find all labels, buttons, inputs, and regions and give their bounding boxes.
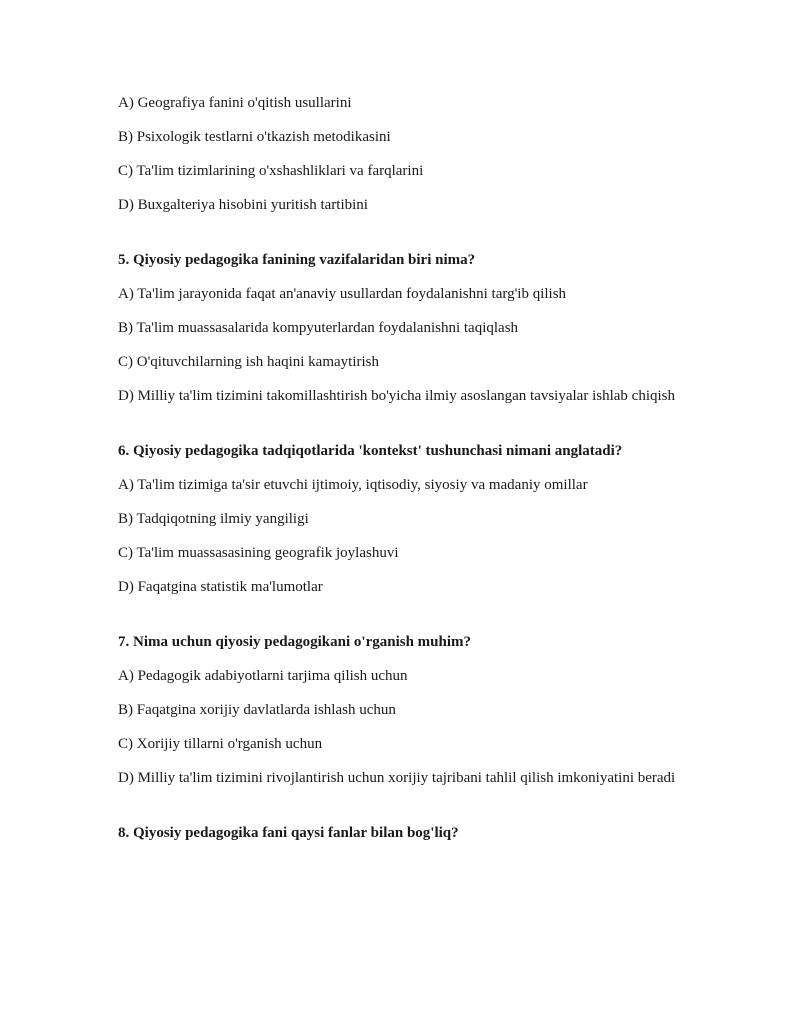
question-8 xyxy=(118,823,678,843)
question-title: 8. Qiyosiy pedagogika fani qaysi fanlar bilan bog'liq? xyxy=(118,825,459,841)
question-title: 7. Nima uchun qiyosiy pedagogikani o'rganish muhim? xyxy=(118,634,472,650)
option-text: B) Tadqiqotning ilmiy yangiligi xyxy=(118,511,309,527)
option-text: D) Milliy ta'lim tizimini takomillashtirish bo'yicha ilmiy asoslangan tavsiyalar ishlab chiqish xyxy=(118,388,675,404)
option-text: D) Faqatgina statistik ma'lumotlar xyxy=(118,579,323,595)
option-text: A) Ta'lim jarayonida faqat an'anaviy usullardan foydalanishni targ'ib qilish xyxy=(118,286,567,302)
option-text: A) Pedagogik adabiyotlarni tarjima qilish uchun xyxy=(118,668,408,684)
question-title: 5. Qiyosiy pedagogika fanining vazifalaridan biri nima? xyxy=(118,252,476,268)
option-text: A) Ta'lim tizimiga ta'sir etuvchi ijtimoiy, iqtisodiy, siyosiy va madaniy omillar xyxy=(118,477,588,493)
option-text: B) Faqatgina xorijiy davlatlarda ishlash uchun xyxy=(118,702,396,718)
document-content xyxy=(118,93,678,857)
question-title: 6. Qiyosiy pedagogika tadqiqotlarida 'kontekst' tushunchasi nimani anglatadi? xyxy=(118,443,623,459)
question-6 xyxy=(118,441,678,597)
option-text: D) Milliy ta'lim tizimini rivojlantirish uchun xorijiy tajribani tahlil qilish imkoniyatini beradi xyxy=(118,770,676,786)
option-text: C) Xorijiy tillarni o'rganish uchun xyxy=(118,736,323,752)
option-text: B) Psixologik testlarni o'tkazish metodikasini xyxy=(118,129,391,145)
option-text: B) Ta'lim muassasalarida kompyuterlardan foydalanishni taqiqlash xyxy=(118,320,519,336)
question-7 xyxy=(118,632,678,788)
option-text: D) Buxgalteriya hisobini yuritish tartibini xyxy=(118,197,368,213)
option-text: C) Ta'lim muassasasining geografik joylashuvi xyxy=(118,545,399,561)
option-text: C) Ta'lim tizimlarining o'xshashliklari va farqlarini xyxy=(118,163,424,179)
question-4-options xyxy=(118,93,678,215)
question-5 xyxy=(118,250,678,406)
option-text: C) O'qituvchilarning ish haqini kamaytirish xyxy=(118,354,379,370)
option-text: A) Geografiya fanini o'qitish usullarini xyxy=(118,95,352,111)
